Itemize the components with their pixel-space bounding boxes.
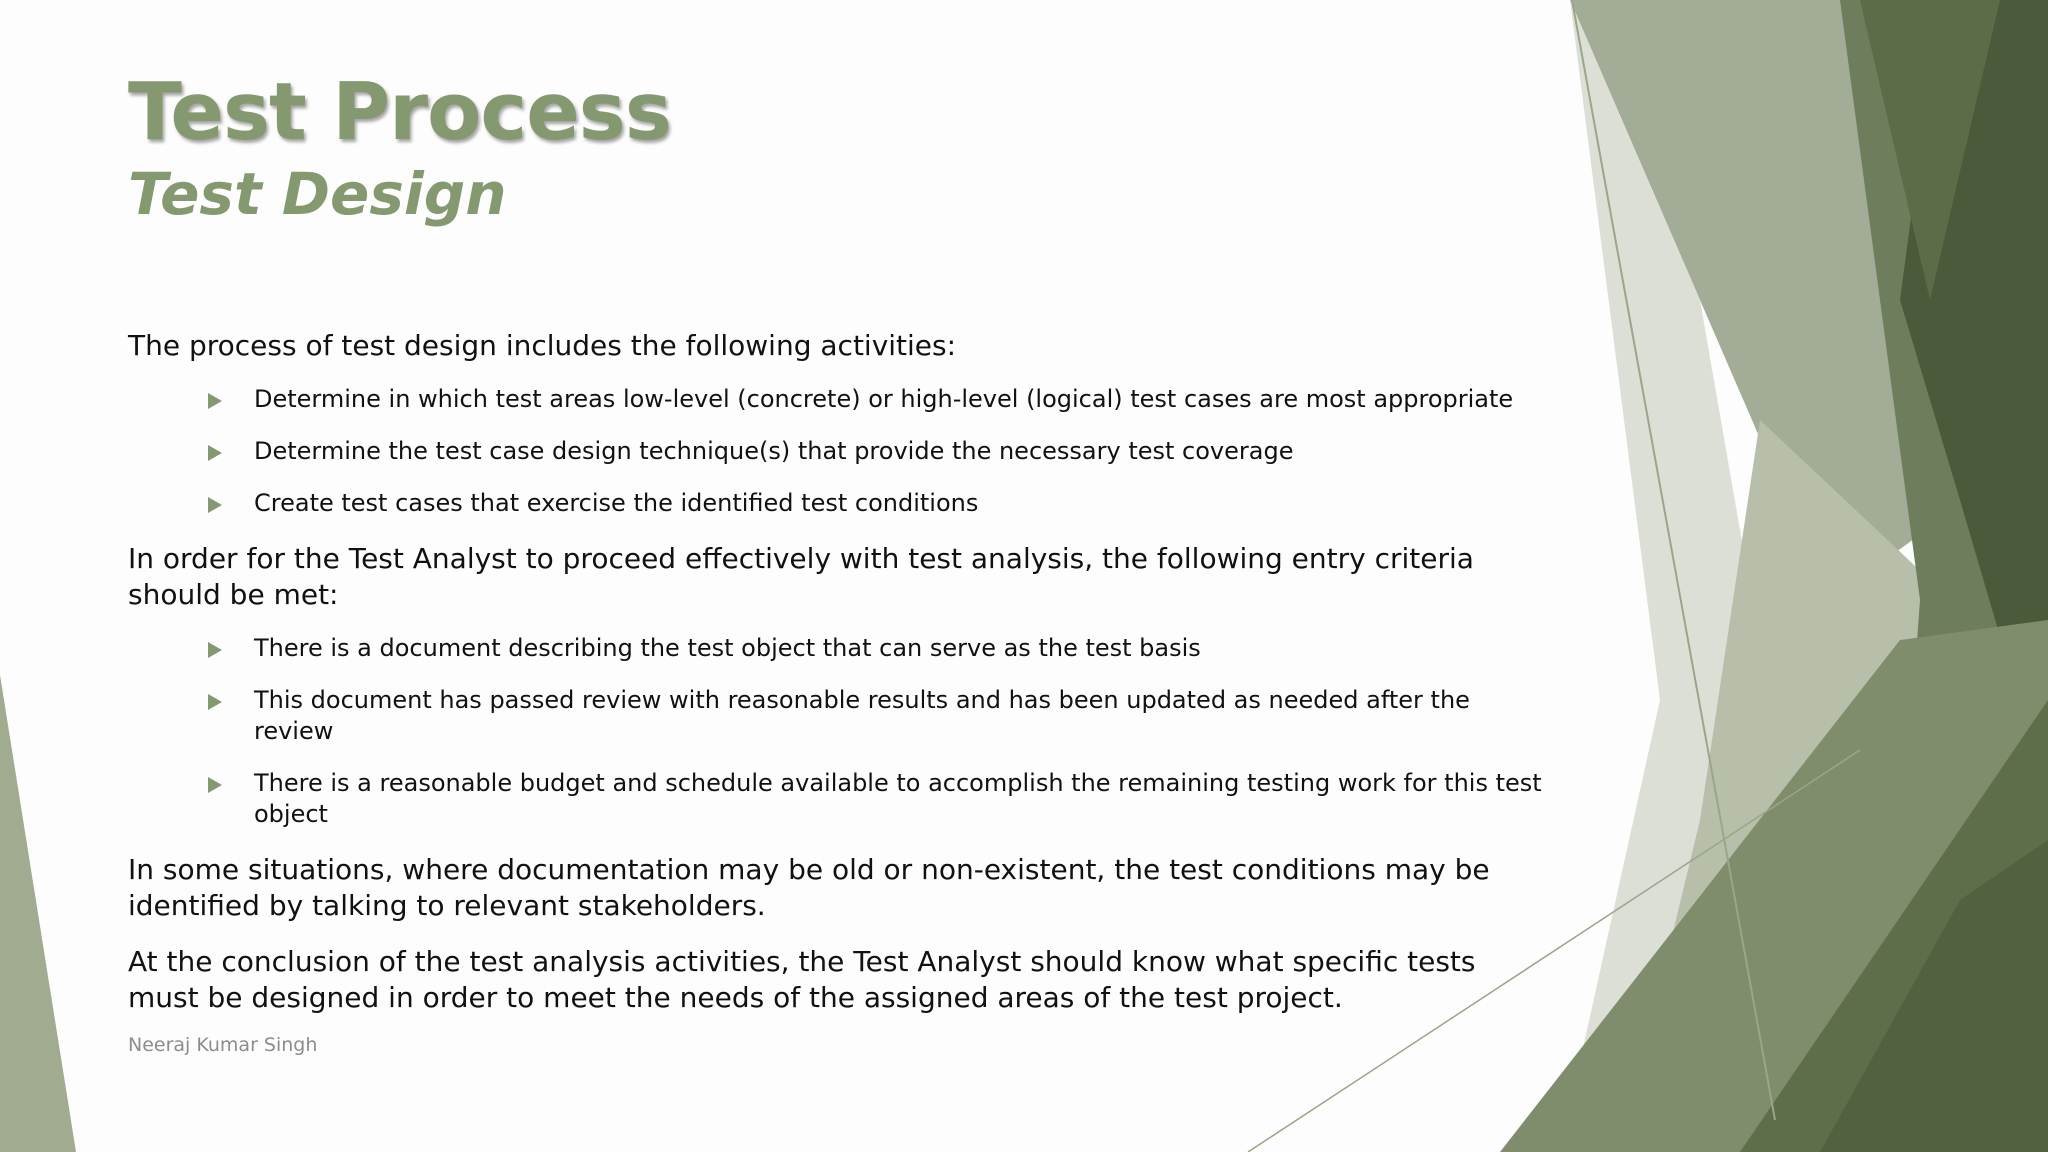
list-item: [128, 633, 1548, 664]
slide-body: [128, 328, 1548, 1036]
bullet-triangle-icon: [208, 445, 222, 461]
list-item: [128, 685, 1548, 747]
bullet-triangle-icon: [208, 694, 222, 710]
intro-paragraph: The process of test design includes the following activities:: [128, 329, 957, 362]
conclusion-paragraph: At the conclusion of the test analysis activities, the Test Analyst should know what specific tests must be designed in order to meet the needs of the assigned areas of the test project.: [128, 945, 1476, 1014]
slide-subtitle: Test Design: [128, 160, 507, 228]
list-item: [128, 768, 1548, 830]
list-item-text: Determine the test case design technique(s) that provide the necessary test coverage: [254, 437, 1294, 465]
bullet-triangle-icon: [208, 497, 222, 513]
list-item-text: Create test cases that exercise the identified test conditions: [254, 489, 979, 517]
list-item-text: Determine in which test areas low-level (concrete) or high-level (logical) test cases are most appropriate: [254, 385, 1514, 413]
bullet-triangle-icon: [208, 777, 222, 793]
list-item-text: There is a reasonable budget and schedule available to accomplish the remaining testing work for this test object: [254, 769, 1542, 828]
entry-criteria-paragraph: In order for the Test Analyst to proceed effectively with test analysis, the following entry criteria should be met:: [128, 542, 1474, 611]
list-item: [128, 488, 1548, 519]
slide-title: Test Process: [128, 66, 671, 158]
list-item: [128, 436, 1548, 467]
bullet-triangle-icon: [208, 642, 222, 658]
list-item-text: There is a document describing the test object that can serve as the test basis: [254, 634, 1201, 662]
left-green-sliver: [0, 675, 76, 1152]
activities-list: [128, 384, 1548, 519]
list-item-text: This document has passed review with reasonable results and has been updated as needed after the review: [254, 686, 1470, 745]
list-item: [128, 384, 1548, 415]
criteria-list: [128, 633, 1548, 830]
situations-paragraph: In some situations, where documentation may be old or non-existent, the test conditions may be identified by talking to relevant stakeholders.: [128, 853, 1490, 922]
bullet-triangle-icon: [208, 393, 222, 409]
footer-author: Neeraj Kumar Singh: [128, 1034, 318, 1056]
